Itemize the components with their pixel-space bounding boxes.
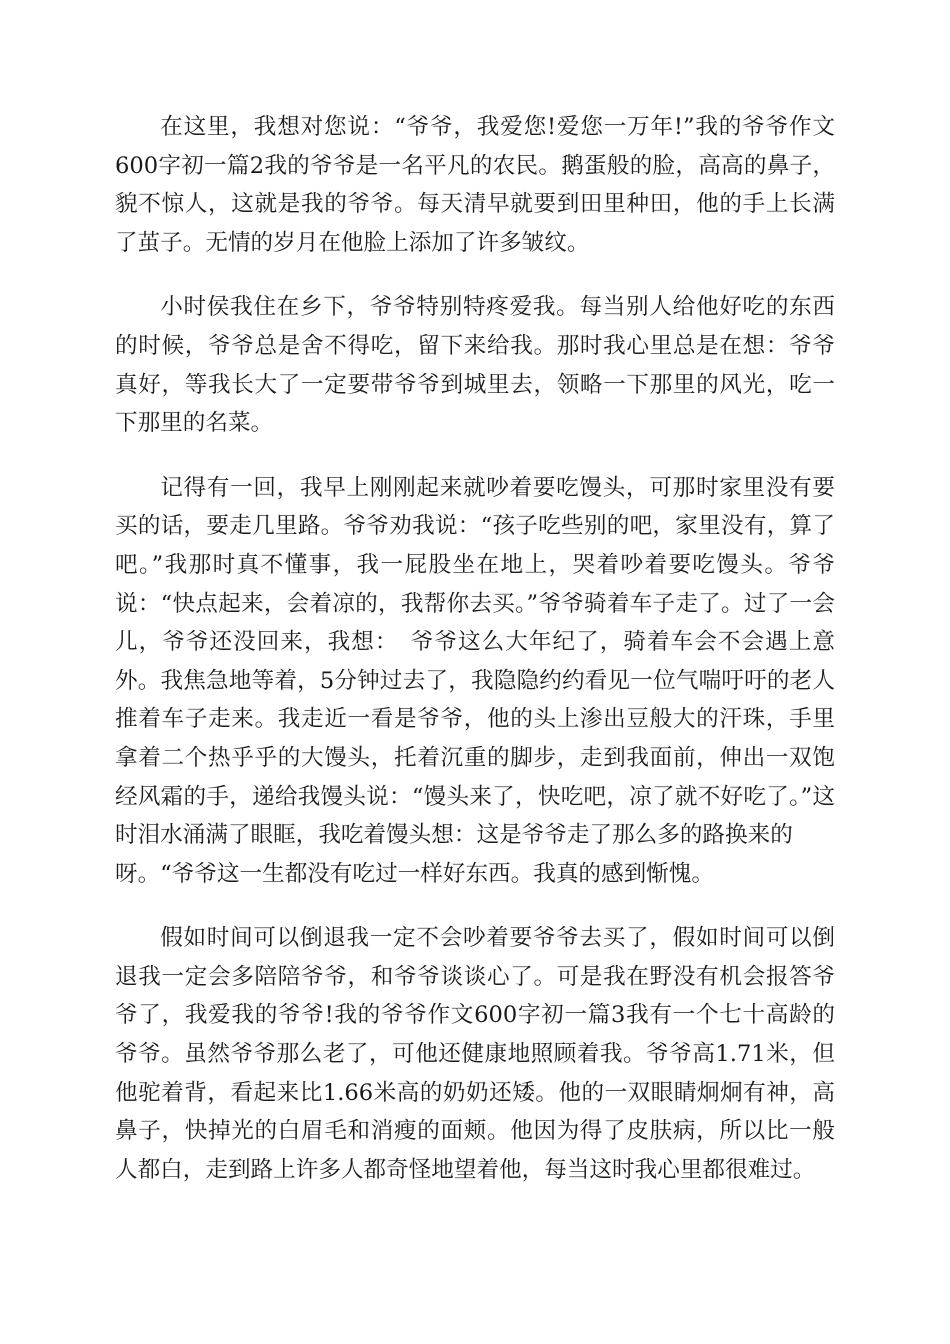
paragraph-1 (115, 108, 835, 262)
paragraph-1-text: 在这里，我想对您说：“爷爷，我爱您!爱您一万年!”我的爷爷作文600字初一篇2我的爷爷是一名平凡的农民。鹅蛋般的脸，高高的鼻子，貌不惊人，这就是我的爷爷。每天清早就要到田里种田，他的手上长满了茧子。无情的岁月在他脸上添加了许多皱纹。 (115, 114, 835, 256)
paragraph-3-final-line: 呀。“爷爷这一生都没有吃过一样好东西。我真的感到惭愧。 (115, 860, 714, 887)
paragraph-3 (115, 469, 835, 894)
paragraph-2 (115, 288, 835, 442)
paragraph-3-text: 记得有一回，我早上刚刚起来就吵着要吃馒头，可那时家里没有要买的话，要走几里路。爷爷劝我说：“孩子吃些别的吧，家里没有，算了吧。”我那时真不懂事，我一屁股坐在地上，哭着吵着要吃馒头。爷爷说：“快点起来，会着凉的，我帮你去买。”爷爷骑着车子走了。过了一会儿，爷爷还没回来，我想： 爷爷这么大年纪了，骑着车会不会遇上意外。我焦急地等着，5分钟过去了，我隐隐约约看见一位气喘吁吁的老人推着车子走来。我走近一看是爷爷，他的头上渗出豆般大的汗珠，手里拿着二个热乎乎的大馒头，托着沉重的脚步，走到我面前，伸出一双饱经风霜的手，递给我馒头说：“馒头来了，快吃吧，凉了就不好吃了。”这时泪水涌满了眼眶，我吃着馒头想：这是爷爷走了那么多的路换来的 (115, 474, 835, 849)
paragraph-4 (115, 919, 835, 1189)
paragraph-2-text: 小时侯我住在乡下，爷爷特别特疼爱我。每当别人给他好吃的东西的时候，爷爷总是舍不得吃，留下来给我。那时我心里总是在想：爷爷真好，等我长大了一定要带爷爷到城里去，领略一下那里的风光，吃一下那里的名菜。 (115, 294, 835, 437)
document-page (115, 108, 835, 1215)
paragraph-4-text: 假如时间可以倒退我一定不会吵着要爷爷去买了，假如时间可以倒退我一定会多陪陪爷爷，和爷爷谈谈心了。可是我在野没有机会报答爷爷了，我爱我的爷爷!我的爷爷作文600字初一篇3我有一个七十高龄的爷爷。虽然爷爷那么老了，可他还健康地照顾着我。爷爷高1.71米，但他驼着背，看起来比1.66米高的奶奶还矮。他的一双眼睛炯炯有神，高鼻子，快掉光的白眉毛和消瘦的面颊。他因为得了皮肤病，所以比一般人都白，走到路上许多人都奇怪地望着他，每当这时我心里都很难过。 (115, 925, 835, 1183)
